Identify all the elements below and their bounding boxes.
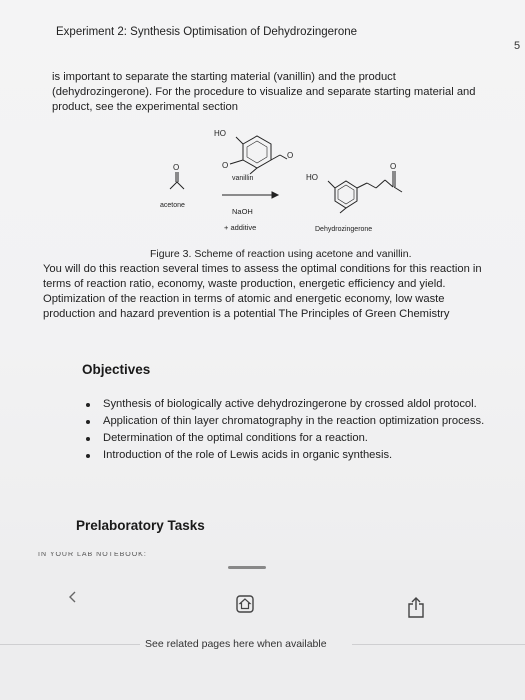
drag-handle[interactable] [228,566,266,569]
cut-off-text: IN YOUR LAB NOTEBOOK: [38,552,147,558]
product-label: Dehydrozingerone [315,226,373,233]
product-ho-text: HO [306,173,318,182]
body-paragraph [43,262,523,322]
divider [0,644,140,645]
body-line: terms of reaction ratio, economy, waste production, energetic efficiency and yield. [43,278,446,290]
dehydrozingerone-structure [328,171,402,213]
intro-line: is important to separate the starting material (vanillin) and the product [52,71,396,83]
reaction-arrow [222,192,278,198]
objectives-list [85,396,525,464]
bottom-toolbar [0,560,525,700]
reagent-text: NaOH [232,207,253,216]
vanillin-ho-text: HO [214,129,226,138]
list-item: Synthesis of biologically active dehydrozingerone by crossed aldol protocol. [85,396,525,413]
reaction-scheme-drawing [140,122,440,242]
body-line: Optimization of the reaction in terms of atomic and energetic economy, low waste [43,293,445,305]
acetone-o-text: O [173,163,180,172]
prelab-heading: Prelaboratory Tasks [76,518,205,533]
intro-line: product, see the experimental section [52,101,238,113]
acetone-structure [170,172,184,189]
list-item: Application of thin layer chromatography in the reaction optimization process. [85,413,525,430]
vanillin-aldehyde-o-text: O [287,151,294,160]
acetone-label: acetone [160,202,185,209]
product-ketone-o-text: O [390,162,397,171]
list-item: Determination of the optimal conditions for a reaction. [85,430,525,447]
vanillin-label: vanillin [232,175,254,182]
body-line: You will do this reaction several times to assess the optimal conditions for this reaction in [43,263,482,275]
divider [352,644,525,645]
figure-caption: Figure 3. Scheme of reaction using acetone and vanillin. [150,248,412,260]
page-number: 5 [514,40,521,52]
body-line: production and hazard prevention is a potential The Principles of Green Chemistry [43,308,450,320]
objectives-heading: Objectives [82,362,151,377]
vanillin-structure [230,136,287,174]
intro-line: (dehydrozingerone). For the procedure to visualize and separate starting material and [52,86,476,98]
running-head: Experiment 2: Synthesis Optimisation of Dehydrozingerone [56,26,358,38]
share-icon[interactable] [407,596,425,618]
home-icon[interactable] [235,594,255,614]
intro-paragraph [52,70,512,115]
list-item: Introduction of the role of Lewis acids in organic synthesis. [85,447,525,464]
related-pages-text: See related pages here when available [145,638,327,650]
chevron-left-icon[interactable] [66,590,80,604]
additive-text: + additive [224,223,257,232]
reaction-scheme [140,122,440,242]
vanillin-methoxy-o-text: O [222,161,229,170]
